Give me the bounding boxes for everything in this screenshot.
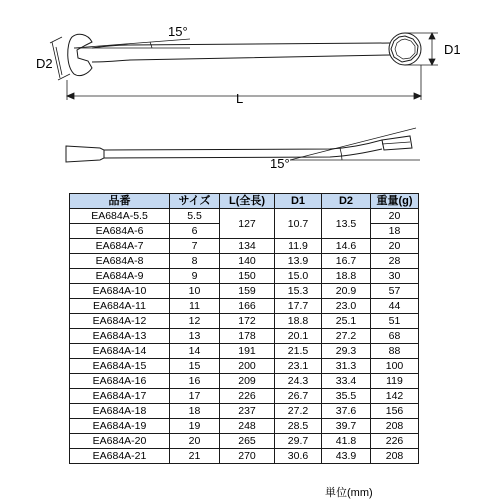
cell-size: 6 bbox=[170, 224, 220, 239]
cell-size: 11 bbox=[170, 299, 220, 314]
cell-d1: 17.7 bbox=[275, 299, 322, 314]
cell-d2: 23.0 bbox=[322, 299, 371, 314]
cell-d1: 28.5 bbox=[275, 419, 322, 434]
d2-label: D2 bbox=[36, 56, 53, 71]
cell-d1: 15.0 bbox=[275, 269, 322, 284]
cell-d1: 20.1 bbox=[275, 329, 322, 344]
unit-label: 単位(mm) bbox=[325, 487, 373, 499]
cell-d2: 41.8 bbox=[322, 434, 371, 449]
cell-weight: 51 bbox=[371, 314, 419, 329]
cell-part-number: EA684A-13 bbox=[70, 329, 170, 344]
cell-d1: 10.7 bbox=[275, 209, 322, 239]
cell-d2: 13.5 bbox=[322, 209, 371, 239]
cell-size: 7 bbox=[170, 239, 220, 254]
cell-part-number: EA684A-20 bbox=[70, 434, 170, 449]
table-row bbox=[70, 404, 419, 419]
cell-weight: 208 bbox=[371, 449, 419, 464]
cell-weight: 30 bbox=[371, 269, 419, 284]
cell-length: 172 bbox=[220, 314, 275, 329]
cell-length: 209 bbox=[220, 374, 275, 389]
cell-d1: 27.2 bbox=[275, 404, 322, 419]
cell-d2: 20.9 bbox=[322, 284, 371, 299]
angle-construction-side bbox=[290, 128, 420, 160]
cell-part-number: EA684A-11 bbox=[70, 299, 170, 314]
cell-part-number: EA684A-15 bbox=[70, 359, 170, 374]
cell-size: 15 bbox=[170, 359, 220, 374]
table-row bbox=[70, 374, 419, 389]
cell-length: 140 bbox=[220, 254, 275, 269]
table-body bbox=[70, 209, 419, 464]
header-part-number: 品番 bbox=[70, 194, 170, 209]
cell-length: 265 bbox=[220, 434, 275, 449]
table-row bbox=[70, 449, 419, 464]
cell-size: 18 bbox=[170, 404, 220, 419]
cell-length: 200 bbox=[220, 359, 275, 374]
cell-d2: 37.6 bbox=[322, 404, 371, 419]
cell-weight: 44 bbox=[371, 299, 419, 314]
cell-part-number: EA684A-21 bbox=[70, 449, 170, 464]
wrench-side-view bbox=[66, 136, 412, 162]
cell-weight: 20 bbox=[371, 209, 419, 224]
cell-d1: 30.6 bbox=[275, 449, 322, 464]
cell-weight: 68 bbox=[371, 329, 419, 344]
cell-length: 237 bbox=[220, 404, 275, 419]
cell-d1: 11.9 bbox=[275, 239, 322, 254]
cell-d2: 29.3 bbox=[322, 344, 371, 359]
cell-size: 21 bbox=[170, 449, 220, 464]
cell-part-number: EA684A-14 bbox=[70, 344, 170, 359]
table-row bbox=[70, 434, 419, 449]
cell-size: 14 bbox=[170, 344, 220, 359]
d1-label: D1 bbox=[444, 42, 461, 57]
cell-length: 134 bbox=[220, 239, 275, 254]
cell-weight: 20 bbox=[371, 239, 419, 254]
cell-d2: 33.4 bbox=[322, 374, 371, 389]
cell-d1: 18.8 bbox=[275, 314, 322, 329]
cell-part-number: EA684A-9 bbox=[70, 269, 170, 284]
cell-size: 12 bbox=[170, 314, 220, 329]
cell-weight: 57 bbox=[371, 284, 419, 299]
cell-d1: 15.3 bbox=[275, 284, 322, 299]
cell-length: 150 bbox=[220, 269, 275, 284]
cell-part-number: EA684A-8 bbox=[70, 254, 170, 269]
cell-part-number: EA684A-12 bbox=[70, 314, 170, 329]
cell-part-number: EA684A-19 bbox=[70, 419, 170, 434]
cell-weight: 28 bbox=[371, 254, 419, 269]
cell-size: 5.5 bbox=[170, 209, 220, 224]
d2-dimension bbox=[50, 37, 70, 80]
cell-part-number: EA684A-7 bbox=[70, 239, 170, 254]
table-row bbox=[70, 329, 419, 344]
cell-part-number: EA684A-16 bbox=[70, 374, 170, 389]
cell-d2: 31.3 bbox=[322, 359, 371, 374]
cell-size: 8 bbox=[170, 254, 220, 269]
wrench-top-view bbox=[68, 33, 421, 76]
cell-weight: 142 bbox=[371, 389, 419, 404]
cell-length: 191 bbox=[220, 344, 275, 359]
cell-size: 9 bbox=[170, 269, 220, 284]
cell-length: 270 bbox=[220, 449, 275, 464]
cell-d2: 39.7 bbox=[322, 419, 371, 434]
cell-d1: 13.9 bbox=[275, 254, 322, 269]
cell-part-number: EA684A-6 bbox=[70, 224, 170, 239]
cell-size: 19 bbox=[170, 419, 220, 434]
l-label: L bbox=[236, 91, 244, 106]
angle-label-top: 15° bbox=[168, 24, 188, 39]
table-row bbox=[70, 389, 419, 404]
table-row bbox=[70, 299, 419, 314]
table-row bbox=[70, 344, 419, 359]
cell-size: 17 bbox=[170, 389, 220, 404]
header-d1: D1 bbox=[275, 194, 322, 209]
cell-size: 10 bbox=[170, 284, 220, 299]
cell-d2: 16.7 bbox=[322, 254, 371, 269]
cell-length: 166 bbox=[220, 299, 275, 314]
cell-part-number: EA684A-10 bbox=[70, 284, 170, 299]
cell-length: 178 bbox=[220, 329, 275, 344]
cell-length: 248 bbox=[220, 419, 275, 434]
cell-length: 159 bbox=[220, 284, 275, 299]
cell-length: 127 bbox=[220, 209, 275, 239]
cell-d2: 18.8 bbox=[322, 269, 371, 284]
l-dimension bbox=[67, 65, 421, 100]
table-row bbox=[70, 419, 419, 434]
cell-weight: 156 bbox=[371, 404, 419, 419]
cell-d1: 24.3 bbox=[275, 374, 322, 389]
cell-d2: 35.5 bbox=[322, 389, 371, 404]
cell-d2: 25.1 bbox=[322, 314, 371, 329]
cell-d2: 14.6 bbox=[322, 239, 371, 254]
cell-part-number: EA684A-18 bbox=[70, 404, 170, 419]
cell-part-number: EA684A-5.5 bbox=[70, 209, 170, 224]
cell-size: 16 bbox=[170, 374, 220, 389]
table-row bbox=[70, 254, 419, 269]
cell-d1: 26.7 bbox=[275, 389, 322, 404]
wrench-drawing bbox=[0, 0, 500, 190]
cell-weight: 119 bbox=[371, 374, 419, 389]
cell-d1: 29.7 bbox=[275, 434, 322, 449]
header-length: L(全長) bbox=[220, 194, 275, 209]
spec-table bbox=[69, 193, 419, 464]
table-row bbox=[70, 209, 419, 224]
cell-d2: 27.2 bbox=[322, 329, 371, 344]
cell-d2: 43.9 bbox=[322, 449, 371, 464]
table-row bbox=[70, 269, 419, 284]
header-size: サイズ bbox=[170, 194, 220, 209]
header-weight: 重量(g) bbox=[371, 194, 419, 209]
cell-size: 13 bbox=[170, 329, 220, 344]
table-header-row bbox=[70, 194, 419, 209]
cell-weight: 226 bbox=[371, 434, 419, 449]
table-row bbox=[70, 314, 419, 329]
cell-size: 20 bbox=[170, 434, 220, 449]
cell-weight: 100 bbox=[371, 359, 419, 374]
cell-weight: 18 bbox=[371, 224, 419, 239]
cell-d1: 23.1 bbox=[275, 359, 322, 374]
angle-label-bottom: 15° bbox=[270, 156, 290, 171]
header-d2: D2 bbox=[322, 194, 371, 209]
cell-weight: 88 bbox=[371, 344, 419, 359]
table-row bbox=[70, 359, 419, 374]
table-row bbox=[70, 284, 419, 299]
cell-weight: 208 bbox=[371, 419, 419, 434]
cell-d1: 21.5 bbox=[275, 344, 322, 359]
cell-length: 226 bbox=[220, 389, 275, 404]
cell-part-number: EA684A-17 bbox=[70, 389, 170, 404]
table-row bbox=[70, 239, 419, 254]
